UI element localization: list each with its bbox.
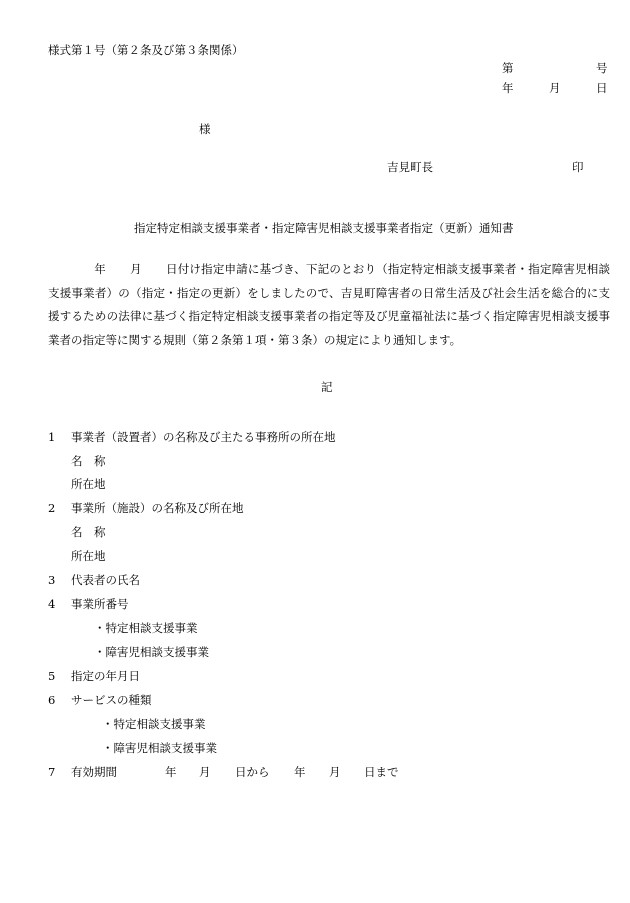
item3-number: 3 bbox=[48, 573, 56, 587]
form-label: 様式第１号（第２条及び第３条関係） bbox=[48, 43, 244, 57]
item6-bullet-child-consultation: ・障害児相談支援事業 bbox=[102, 741, 217, 755]
issue-date-day: 日 bbox=[596, 81, 608, 95]
validity-from-year: 年 bbox=[165, 765, 177, 779]
issuer-name: 吉見町長 bbox=[387, 160, 433, 174]
item4-number: 4 bbox=[48, 597, 56, 611]
item4-label: 事業所番号 bbox=[71, 597, 129, 611]
validity-from-day: 日から bbox=[235, 765, 270, 779]
item1-name-field-label: 名 称 bbox=[71, 454, 106, 468]
item3-label: 代表者の氏名 bbox=[71, 573, 140, 587]
issue-date-month: 月 bbox=[549, 81, 561, 95]
item2-address-field-label: 所在地 bbox=[71, 549, 106, 563]
item2-name-field-label: 名 称 bbox=[71, 525, 106, 539]
document-number-prefix: 第 bbox=[502, 61, 514, 75]
body-date-year: 年 bbox=[94, 262, 106, 276]
validity-to-year: 年 bbox=[294, 765, 306, 779]
item4-bullet-child-consultation: ・障害児相談支援事業 bbox=[94, 645, 209, 659]
validity-to-day: 日まで bbox=[364, 765, 399, 779]
item6-number: 6 bbox=[48, 693, 56, 707]
item1-label: 事業者（設置者）の名称及び主たる事務所の所在地 bbox=[71, 430, 336, 444]
body-paragraph bbox=[48, 258, 610, 352]
item2-label: 事業所（施設）の名称及び所在地 bbox=[71, 501, 244, 515]
recipient-honorific: 様 bbox=[199, 122, 211, 136]
item7-label: 有効期間 bbox=[71, 765, 117, 779]
item7-number: 7 bbox=[48, 765, 56, 779]
body-date-month: 月 bbox=[129, 262, 142, 276]
item6-bullet-specified-consultation: ・特定相談支援事業 bbox=[102, 717, 206, 731]
document-title: 指定特定相談支援事業者・指定障害児相談支援事業者指定（更新）通知書 bbox=[134, 221, 514, 235]
issuer-seal-mark: 印 bbox=[572, 160, 584, 174]
item1-address-field-label: 所在地 bbox=[71, 477, 106, 491]
body-text: 日付け指定申請に基づき、下記のとおり（指定特定相談支援事業者・指定障害児相談支援事業者）の（指定・指定の更新）をしましたので、吉見町障害者の日常生活及び社会生活を総合的に支援するための法律に基づく指定特定相談支援事業者の指定等及び児童福祉法に基づく指定障害児相談支援事業者の指定等に関する規則（第２条第１項・第３条）の規定により通知します。 bbox=[48, 262, 610, 347]
item6-label: サービスの種類 bbox=[71, 693, 152, 707]
document-number-suffix: 号 bbox=[596, 61, 608, 75]
validity-from-month: 月 bbox=[199, 765, 211, 779]
item5-number: 5 bbox=[48, 669, 56, 683]
item2-number: 2 bbox=[48, 501, 56, 515]
item1-number: 1 bbox=[48, 430, 56, 444]
item4-bullet-specified-consultation: ・特定相談支援事業 bbox=[94, 621, 198, 635]
notes-heading: 記 bbox=[321, 380, 333, 394]
item5-label: 指定の年月日 bbox=[71, 669, 140, 683]
issue-date-year: 年 bbox=[502, 81, 514, 95]
validity-to-month: 月 bbox=[329, 765, 341, 779]
